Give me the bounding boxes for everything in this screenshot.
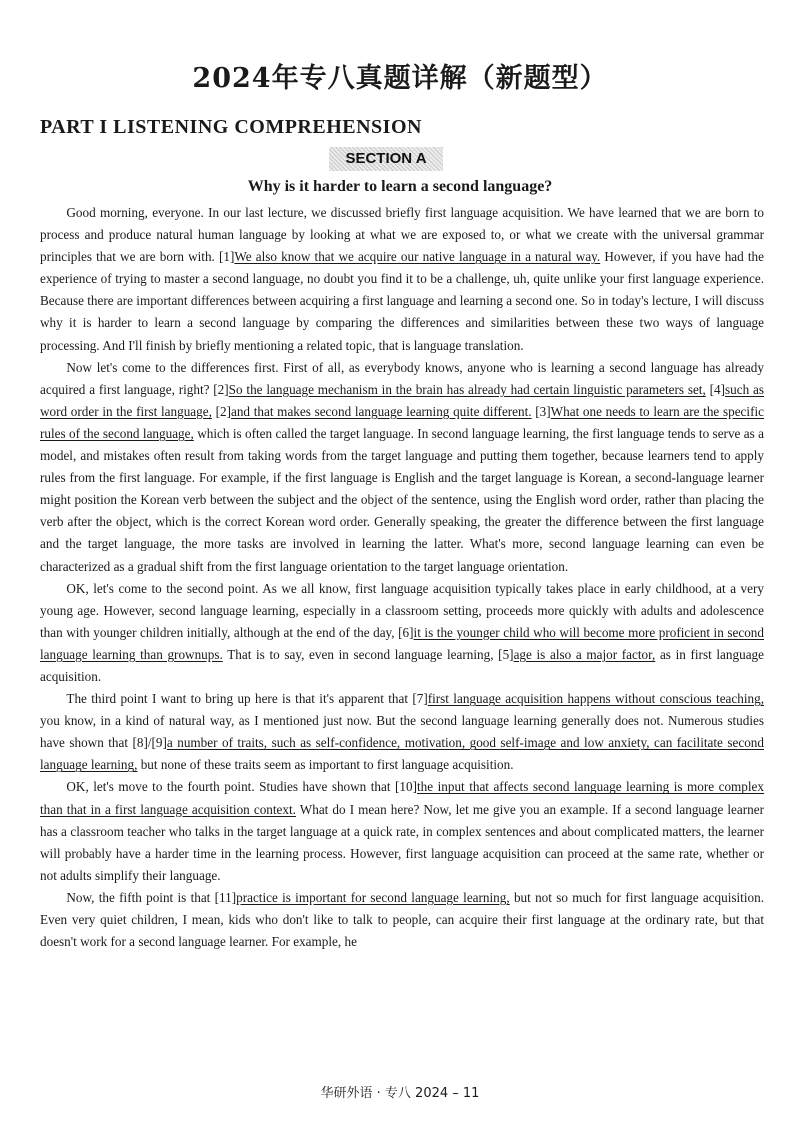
paragraph-text: but not so much for first language acquisition. Even very quiet children, I mean, kids who don't like to talk to people, can acquire their first language at the ordinary rate, but that doesn't work for a second language learner. For example, he bbox=[40, 889, 764, 950]
paragraph bbox=[40, 688, 764, 776]
underlined-answer-text: the input that affects second language learning is more complex than that in a first language acquisition context. bbox=[40, 779, 765, 817]
underlined-answer-text: practice is important for second language learning, bbox=[236, 889, 510, 905]
paragraph bbox=[40, 357, 764, 578]
underlined-answer-text: What one needs to learn are the specific rules of the second language, bbox=[40, 403, 764, 441]
paragraph-text: [2] bbox=[211, 403, 231, 419]
paragraph-text: [3] bbox=[531, 403, 551, 419]
underlined-answer-text: We also know that we acquire our native language in a natural way. bbox=[234, 249, 601, 265]
underlined-answer-text: a number of traits, such as self-confidence, motivation, good self-image and low anxiety, can facilitate second language learning, bbox=[40, 735, 764, 773]
lecture-title: Why is it harder to learn a second language? bbox=[247, 178, 553, 195]
paragraph-text: you know, in a kind of natural way, as I mentioned just now. But the second language learning generally does not. Numerous studies have shown that [8]/[9] bbox=[40, 713, 764, 751]
paragraph-text: as in first language acquisition. bbox=[40, 646, 764, 684]
paragraph-text: The third point I want to bring up here is that it's apparent that [7] bbox=[66, 691, 428, 707]
section-badge: SECTION A bbox=[329, 147, 443, 171]
paragraph-text: which is often called the target language. In second language learning, the first language tends to serve as a model, and mistakes often result from taking words from the target language and putting them together, because learners tend to apply rules from the first language. For example, if the first language is English and the target language is Korean, a second-language learner might position the Korean verb between the subject and the object of the sentence, using the English word order, rather than placing the verb after the object, which is the correct Korean word order. Generally speaking, the greater the difference between the first language and the target language, the more tasks are involved in learning the latter. What's more, second language learning can even be characterized as a gradual shift from the first language orientation to the target language orientation. bbox=[40, 425, 765, 574]
underlined-answer-text: it is the younger child who will become more proficient in second language learning than grownups. bbox=[40, 624, 764, 662]
lecture-transcript bbox=[40, 202, 764, 953]
paragraph-text: but none of these traits seem as important to first language acquisition. bbox=[137, 757, 514, 773]
paragraph-text: However, if you have had the experience of trying to master a second language, no doubt you find it to be a challenge, uh, quite unlike your first language experience. Because there are important differences between acquiring a first language and learning a second one. So in today's lecture, I will discuss why it is harder to learn a second language by comparing the differences and similarities between these two ways of language processing. And I'll finish by briefly mentioning a related topic, that is language translation. bbox=[40, 249, 764, 353]
paragraph-text: Now let's come to the differences first. First of all, as everybody knows, anyone who is learning a second language has already acquired a first language, right? [2] bbox=[40, 359, 764, 397]
paragraph-text: OK, let's move to the fourth point. Studies have shown that [10] bbox=[66, 779, 417, 795]
underlined-answer-text: So the language mechanism in the brain has already had certain linguistic parameters set, bbox=[228, 381, 706, 397]
paragraph-text: [4] bbox=[705, 381, 725, 397]
underlined-answer-text: and that makes second language learning quite different. bbox=[230, 403, 532, 419]
underlined-answer-text: such as word order in the first language, bbox=[40, 381, 764, 419]
page-title: 2024年专八真题详解（新题型） bbox=[192, 63, 608, 94]
paragraph bbox=[40, 887, 764, 953]
underlined-answer-text: first language acquisition happens without conscious teaching, bbox=[427, 691, 764, 707]
paragraph-text: Now, the fifth point is that [11] bbox=[66, 889, 237, 905]
part-heading: PART I LISTENING COMPREHENSION bbox=[40, 116, 422, 138]
paragraph-text: Good morning, everyone. In our last lecture, we discussed briefly first language acquisition. We have learned that we are born to process and produce natural human language by looking at what we are exposed to, or what we create with the universal grammar principles that we are born with. [1] bbox=[40, 205, 764, 265]
paragraph bbox=[40, 202, 764, 357]
page-footer: 华研外语 · 专八 2024 – 11 bbox=[320, 1086, 480, 1101]
paragraph-text: What do I mean here? Now, let me give you an example. If a second language learner has a classroom teacher who talks in the target language at a quick rate, in complex sentences and about complicated matters, the learner will probably have a harder time in the learning process. However, first language acquisition can proceed at the same rate, whether or not adults simplify their language. bbox=[40, 801, 764, 883]
paragraph bbox=[40, 578, 764, 688]
paragraph-text: That is to say, even in second language learning, [5] bbox=[222, 646, 514, 662]
underlined-answer-text: age is also a major factor, bbox=[513, 646, 656, 662]
paragraph-text: OK, let's come to the second point. As we all know, first language acquisition typically takes place in early childhood, at a very young age. However, second language learning, especially in a classroom setting, proceeds more quickly with adults and adolescence than with younger children initially, although at the end of the day, [6] bbox=[40, 580, 764, 640]
paragraph bbox=[40, 776, 764, 886]
